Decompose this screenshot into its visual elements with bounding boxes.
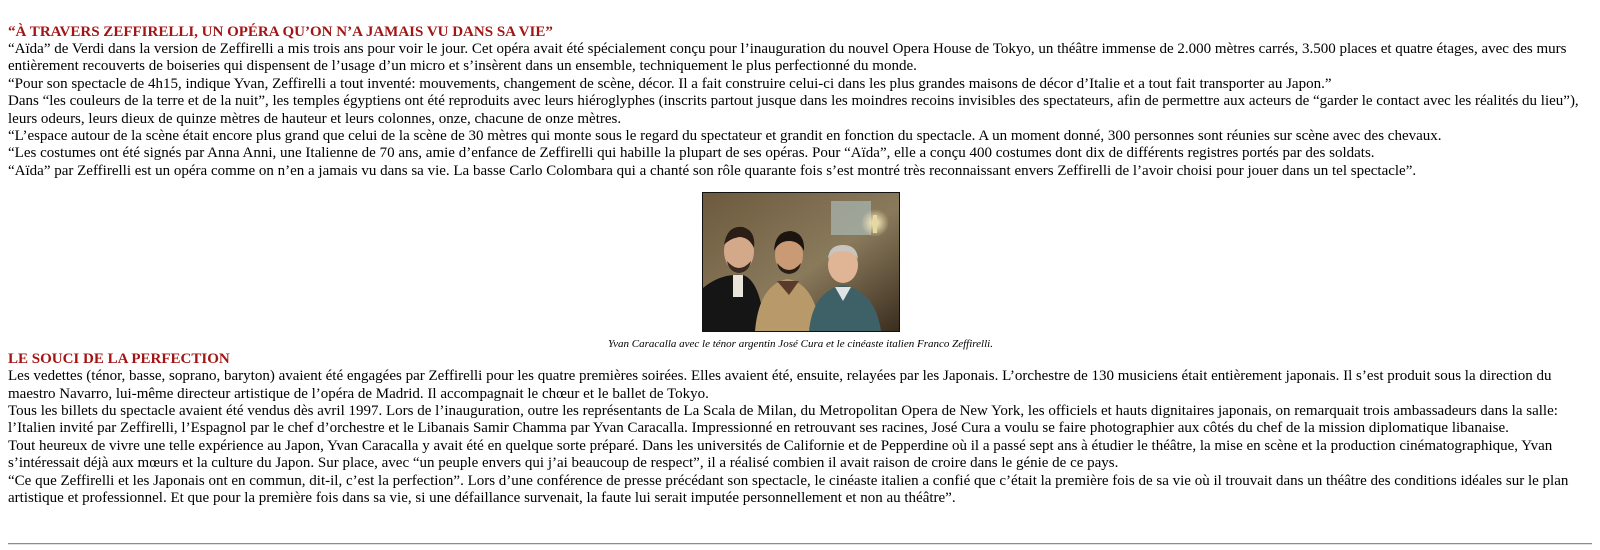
article: [8, 24, 1593, 508]
section-title-perfection: LE SOUCI DE LA PERFECTION: [8, 351, 230, 368]
section-title-zeffirelli: “À TRAVERS ZEFFIRELLI, UN OPÉRA QU’ON N’A JAMAIS VU DANS SA VIE”: [8, 24, 553, 40]
paragraph: “Aïda” par Zeffirelli est un opéra comme on n’en a jamais vu dans sa vie. La basse Carlo Colombara qui a chanté son rôle quarante fois s’est montré très reconnaissant envers Zeffirelli de l’avoir choisi pour jouer dans un tel spectacle”.: [8, 162, 1417, 179]
paragraph: “Aïda” de Verdi dans la version de Zeffirelli a mis trois ans pour voir le jour. Cet opéra avait été spécialement conçu pour l’inauguration du nouvel Opera House de Tokyo, un théâtre immense de 2.000 mètres carrés, 3.500 places et quatre étages, avec des murs entièrement recouverts de boiseries qui dispensent de l’usage d’un micro et s’insèrent dans un ensemble, techniquement le plus perfectionné du monde.: [8, 41, 1567, 75]
photo-illustration: [703, 193, 899, 331]
paragraph: Tous les billets du spectacle avaient été vendus dès avril 1997. Lors de l’inauguration, outre les représentants de La Scala de Milan, du Metropolitan Opera de New York, les officiels et hauts dignitaires japonais, on remarquait trois ambassadeurs dans la salle: l’Italien invité par Zeffirelli, l’Espagnol par le chef d’orchestre et le Libanais Samir Chamma par Yvan Caracalla. Impressionné en retrouvant ses racines, José Cura a voulu se faire photographier aux côtés du chef de la mission diplomatique libanaise.: [8, 403, 1558, 437]
photo-figure: [8, 192, 1593, 351]
paragraph: Tout heureux de vivre une telle expérience au Japon, Yvan Caracalla y avait été en quelque sorte préparé. Dans les universités de Californie et de Pepperdine où il a passé sept ans à étudier le théâtre, la mise en scène et la production cinématographique, Yvan s’intéressait déjà aux mœurs et la culture du Japon. Sur place, avec “un peuple envers qui j’ai beaucoup de respect”, il a réalisé combien il avait raison de croire dans le génie de ce pays.: [8, 437, 1553, 472]
paragraph: Les vedettes (ténor, basse, soprano, baryton) avaient été engagées par Zeffirelli pour les quatre premières soirées. Elles avaient été, ensuite, relayées par les Japonais. L’orchestre de 130 musiciens était entièrement japonais. Il s’est produit sous la direction du maestro Navarro, lui-même directeur artistique de l’opéra de Madrid. Il accompagnait le chœur et le ballet de Tokyo.: [8, 368, 1552, 402]
paragraph: “L’espace autour de la scène était encore plus grand que celui de la scène de 30 mètres qui monte sous le regard du spectateur et grandit en fonction du spectacle. A un moment donné, 300 personnes sont réunies sur scène avec des chevaux.: [8, 128, 1442, 145]
horizontal-rule: [8, 543, 1592, 545]
paragraph: Dans “les couleurs de la terre et de la nuit”, les temples égyptiens ont été reproduits avec leurs hiéroglyphes (inscrits partout jusque dans les moindres recoins invisibles des spectateurs, afin de permettre aux acteurs de “garder le contact avec les réalités du lieu”), leurs odeurs, leurs dieux de quinze mètres de hauteur et leurs colonnes, onze, chacune de onze mètres.: [8, 93, 1579, 127]
paragraph: “Les costumes ont été signés par Anna Anni, une Italienne de 70 ans, amie d’enfance de Zeffirelli qui habille la plupart de ses opéras. Pour “Aïda”, elle a conçu 400 costumes dont dix de différents registres portés par des soldats.: [8, 145, 1375, 162]
photo-caption: Yvan Caracalla avec le ténor argentin José Cura et le cinéaste italien Franco Zeffirelli.: [608, 338, 993, 351]
photo-three-men: [702, 192, 900, 332]
paragraph: “Pour son spectacle de 4h15, indique Yvan, Zeffirelli a tout inventé: mouvements, changement de scène, décor. Il a fait construire celui-ci dans les plus grandes maisons de décor d’Italie et a tout fait transporter au Japon.”: [8, 75, 1332, 92]
paragraph: “Ce que Zeffirelli et les Japonais ont en commun, dit-il, c’est la perfection”. Lors d’une conférence de presse précédant son spectacle, le cinéaste italien a confié que c’était la première fois de sa vie où il trouvait dans un théâtre des conditions idéales sur le plan artistique et professionnel. Et que pour la première fois dans sa vie, si une défaillance survenait, la faute lui serait imputée personnellement et non au théâtre”.: [8, 472, 1569, 507]
